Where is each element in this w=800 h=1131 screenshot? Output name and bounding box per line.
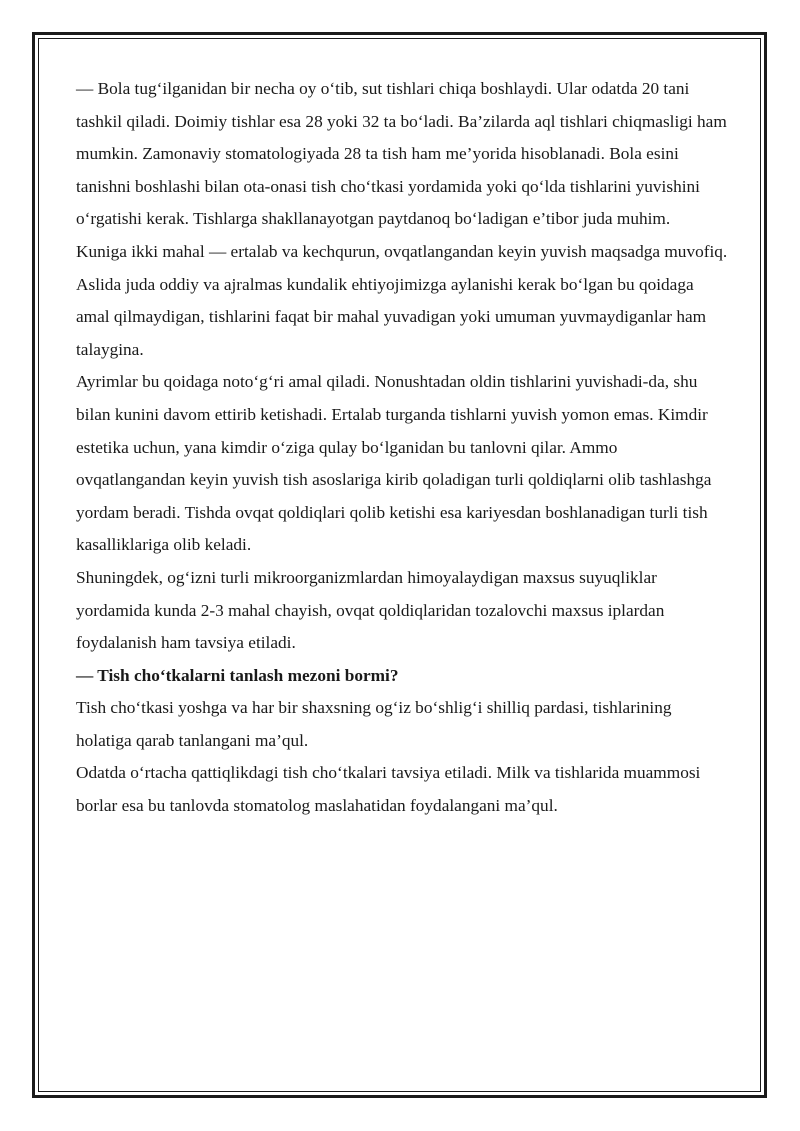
paragraph-brushing-twice: Kuniga ikki mahal — ertalab va kechqurun, ovqatlangandan keyin yuvish maqsadga muvofiq. Aslida juda oddiy va ajralmas kundalik ehtiyojimizga aylanishi kerak bo‘lgan bu qoidaga amal qilmaydigan, tishlarini faqat bir mahal yuvadigan yoki umuman yuvmaydiganlar ham talaygina. [76,241,728,359]
paragraph-mouthwash-floss: Shuningdek, og‘izni turli mikroorganizmlardan himoyalaydigan maxsus suyuqliklar yordamida kunda 2-3 mahal chayish, ovqat qoldiqlaridan tozalovchi maxsus iplardan foydalanish ham tavsiya etiladi. [76,567,665,653]
paragraph-medium-brush: Odatda o‘rtacha qattiqlikdagi tish cho‘tkalari tavsiya etiladi. Milk va tishlarida muammosi borlar esa bu tanlovda stomatolog maslahatidan foydalangani ma’qul. [76,763,701,816]
paragraph-teeth-development: — Bola tug‘ilganidan bir necha oy o‘tib, sut tishlari chiqa boshlaydi. Ular odatda 20 tani tashkil qiladi. Doimiy tishlar esa 28 yoki 32 ta bo‘ladi. Ba’zilarda aql tishlari chiqmasligi ham mumkin. Zamonaviy stomatologiyada 28 ta tish ham me’yorida hisoblanadi. Bola esini tanishni boshlashi bilan ota-onasi tish cho‘tkasi yordamida yoki qo‘lda tishlarini yuvishini o‘rgatishi kerak. Tishlarga shakllanayotgan paytdanoq bo‘ladigan e’tibor juda muhim. [76,79,727,229]
paragraph-brush-selection: Tish cho‘tkasi yoshga va har bir shaxsning og‘iz bo‘shlig‘i shilliq pardasi, tishlarining holatiga qarab tanlangani ma’qul. [76,698,672,750]
document-body [76,73,731,823]
paragraph-brushing-timing: Ayrimlar bu qoidaga noto‘g‘ri amal qiladi. Nonushtadan oldin tishlarini yuvishadi-da, shu bilan kunini davom ettirib ketishadi. Ertalab turganda tishlarni yuvish yomon emas. Kimdir estetika uchun, yana kimdir o‘ziga qulay bo‘lganidan bu tanlovni qilar. Ammo ovqatlangandan keyin yuvish tish asoslariga kirib qoladigan turli qoldiqlarni olib tashlashga yordam beradi. Tishda ovqat qoldiqlari qolib ketishi esa kariyesdan boshlanadigan turli tish kasalliklariga olib keladi. [76,372,712,555]
question-heading: — Tish cho‘tkalarni tanlash mezoni bormi? [76,665,399,685]
